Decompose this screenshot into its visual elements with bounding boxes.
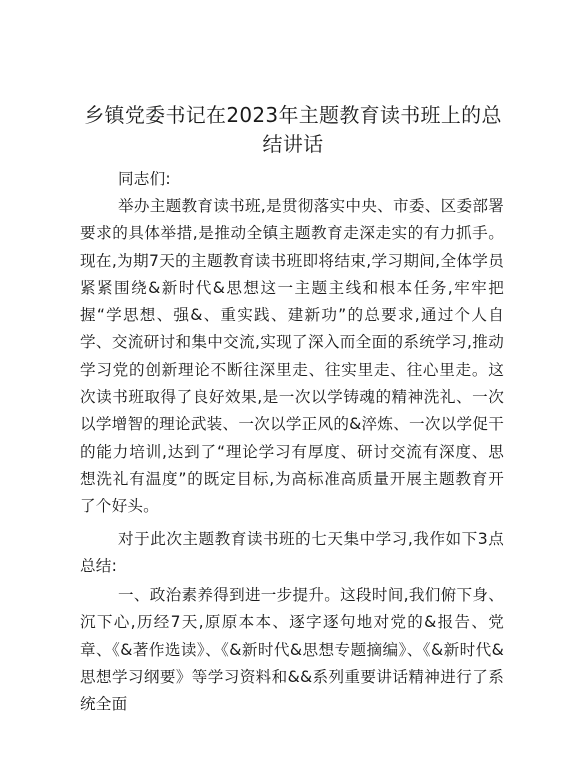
paragraph-1: 举办主题教育读书班,是贯彻落实中央、市委、区委部署要求的具体举措,是推动全镇主题教育走深走实的有力抓手。现在,为期7天的主题教育读书班即将结束,学习期间,全体学员紧紧围绕&新时代&思想这一主题主线和根本任务,牢牢把握“学思想、强&、重实践、建新功”的总要求,通过个人自学、交流研讨和集中交流,实现了深入而全面的系统学习,推动学习党的创新理论不断往深里走、往实里走、往心里走。这次读书班取得了良好效果,是一次以学铸魂的精神洗礼、一次以学增智的理论武装、一次以学正风的&淬炼、一次以学促干的能力培训,达到了“理论学习有厚度、研讨交流有深度、思想洗礼有温度”的既定目标,为高标准高质量开展主题教育开了个好头。	[80, 197, 504, 516]
document-title: 乡镇党委书记在2023年主题教育读书班上的总结讲话	[84, 103, 502, 156]
paragraph-3: 一、政治素养得到进一步提升。这段时间,我们俯下身、沉下心,历经7天,原原本本、逐字逐句地对党的&报告、党章、《&著作选读》、《&新时代&思想专题摘编》、《&新时代&思想学习纲要》等学习资料和&&系列重要讲话精神进行了系统全面	[80, 586, 504, 714]
greeting: 同志们:	[118, 170, 171, 188]
paragraph-2: 对于此次主题教育读书班的七天集中学习,我作如下3点总结:	[80, 530, 504, 576]
